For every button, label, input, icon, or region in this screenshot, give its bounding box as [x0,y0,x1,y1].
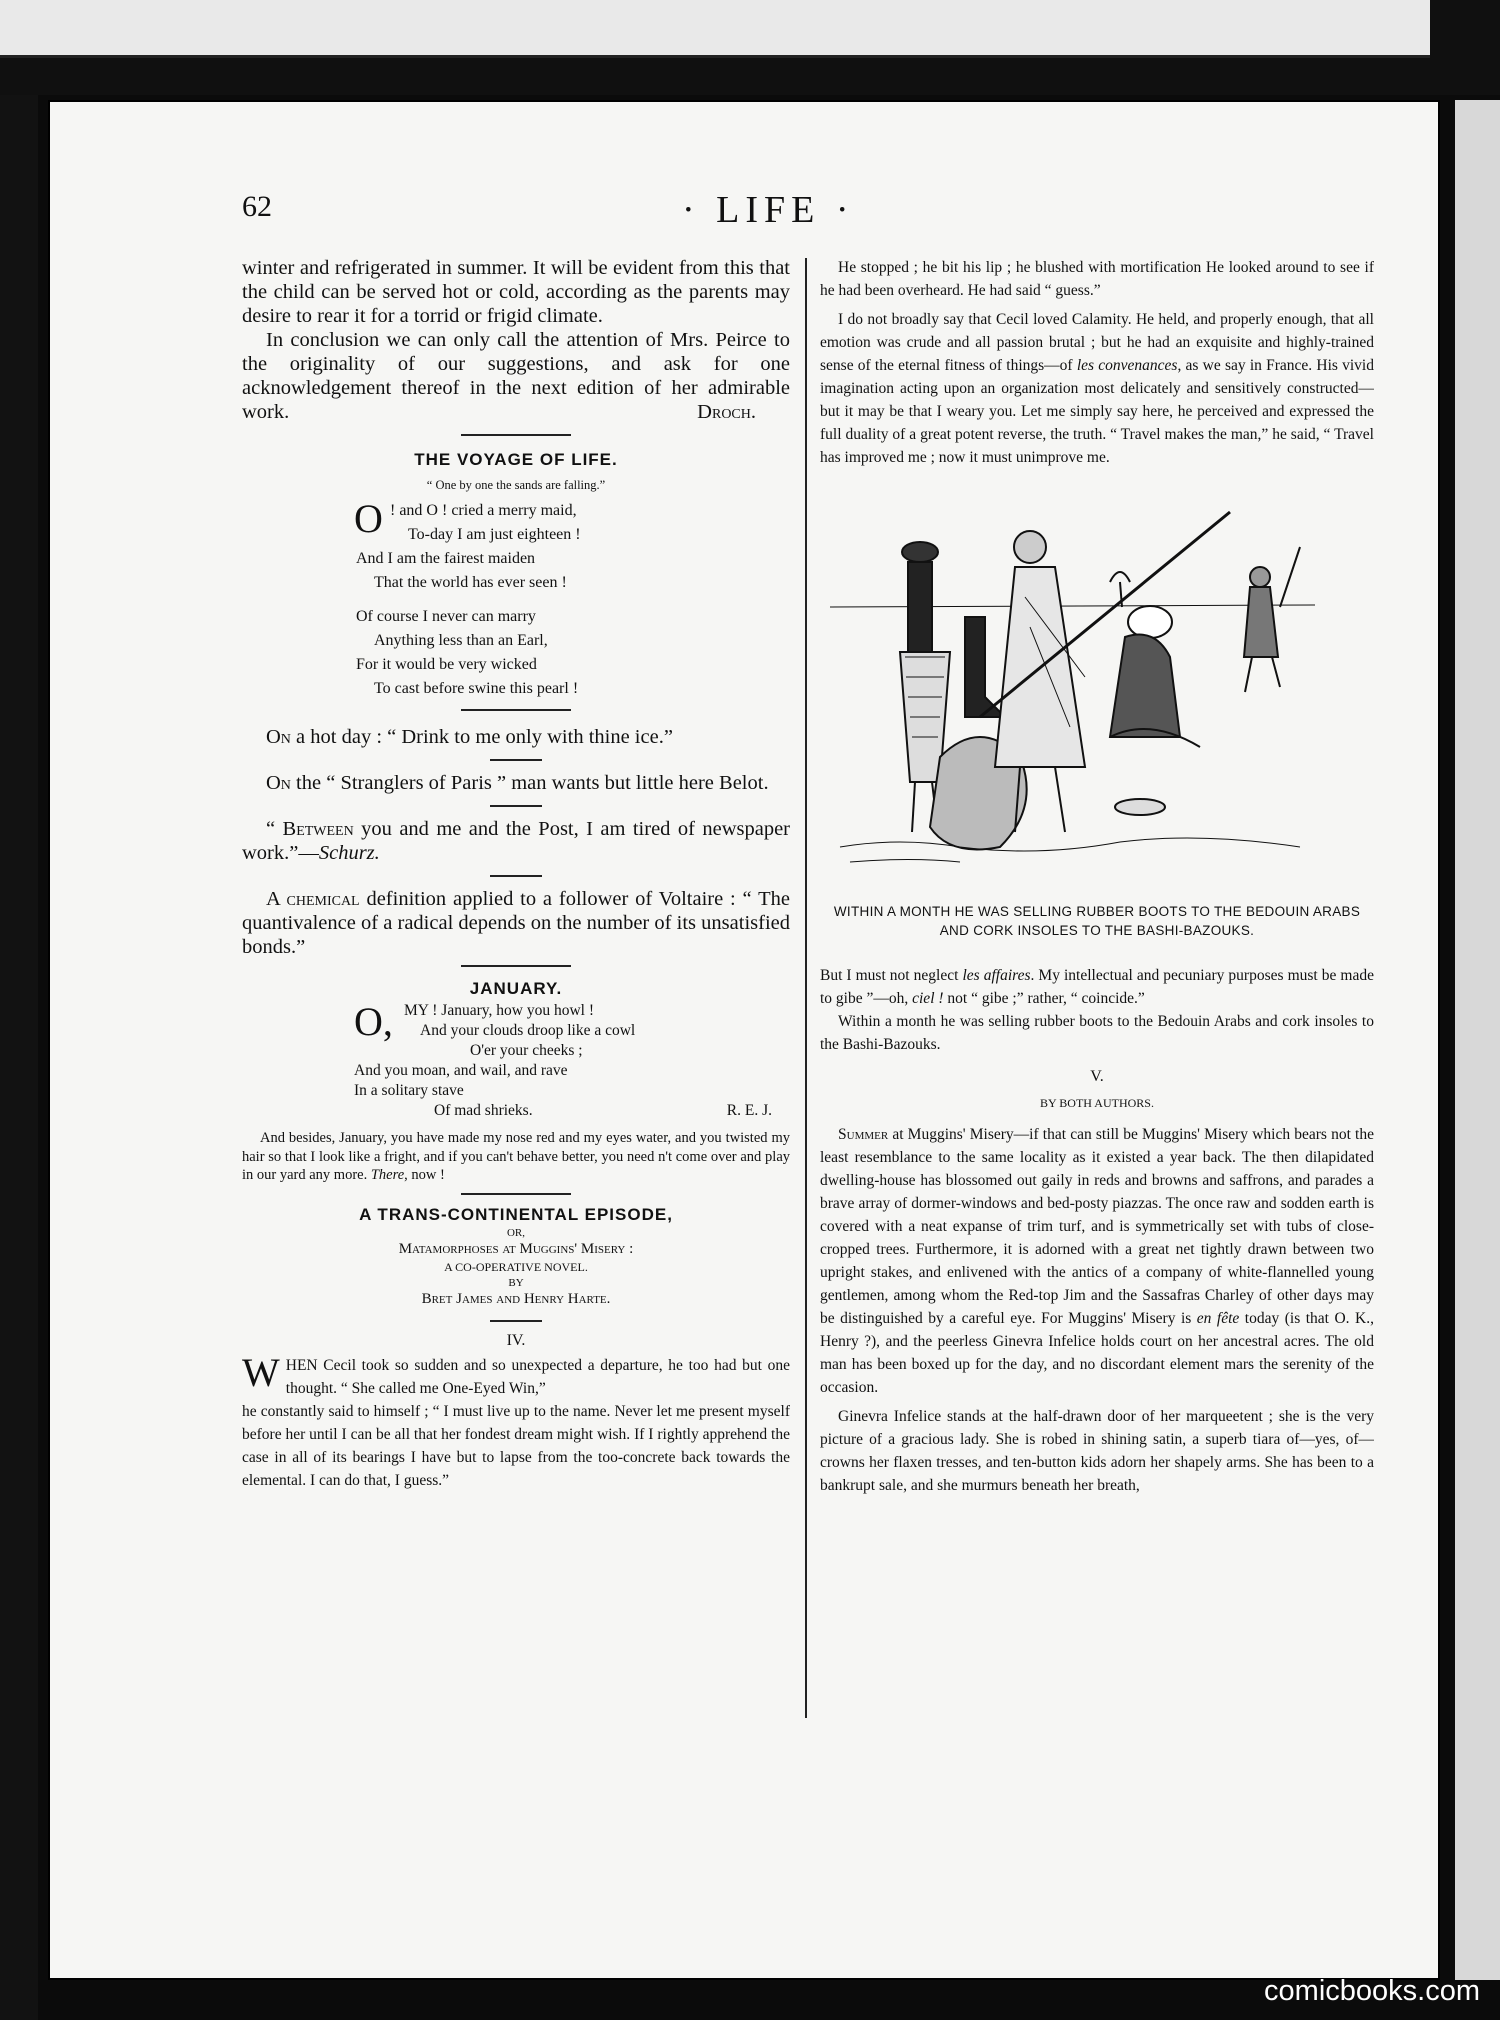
poem-line: And your clouds droop like a cowl [420,1022,636,1039]
column-divider [805,258,807,1718]
illustration-caption: WITHIN A MONTH HE WAS SELLING RUBBER BOOTS TO THE BEDOUIN ARABS AND CORK INSOLES TO THE BASHI-BAZOUKS. [833,904,1361,938]
story-kind: A CO-OPERATIVE NOVEL. [444,1259,588,1274]
page-header [242,190,1372,240]
poem-line: ! and O ! cried a merry maid, [390,502,577,519]
story-by: BY [508,1276,524,1289]
drop-cap: W [242,1349,280,1395]
story-title: A TRANS-CONTINENTAL EPISODE, [359,1204,673,1224]
signature: Droch. [697,401,756,423]
poem-line: In a solitary stave [354,1082,464,1099]
poem-stanza [242,1001,790,1121]
chapter-number: V. [1090,1068,1104,1085]
poem-stanza [242,605,790,701]
story-paragraph: Summer at Muggins' Misery—if that can still be Muggins' Misery which bears not the least resemblance to the same locality as it existed a year back. The then dilapidated dwelling-house has blossomed out gaily in reds and browns and saffrons, and parades a brave array of dormer-windows and bed-posty piazzas. The once raw and sodden earth is covered with a neat expanse of trim turf, and is symmetrically set with tubs of close-cropped trees. Furthermore, it is adorned with a great net tightly drawn between two upright stakes, and enlivened with the antics of a company of white-flannelled young gentlemen, among whom the Red-top Jim and the Sassafras Charley of other days may be distinguished by a careful eye. For Muggins' Misery is en fête today (is that O. K., Henry ?), and the peerless Ginevra Infelice holds court on her ancestral acres. The old man has been boxed up for the day, and no discordant element mars the serenity of the occasion. [820,1126,1374,1396]
previous-page-edge [0,0,1430,58]
drop-cap: O [354,496,383,541]
divider [461,709,571,711]
divider [490,875,542,877]
right-column [820,256,1374,1726]
squib: On a hot day : “ Drink to me only with thine ice.” [266,726,673,748]
illustration-desert-scene [820,487,1320,887]
story-paragraph: WHEN Cecil took so sudden and so unexpected a departure, he too had but one thought. “ She called me One-Eyed Win,” [242,1349,790,1397]
poem-line: O'er your cheeks ; [470,1042,583,1059]
next-page-edge [1455,100,1500,1980]
poem-line: And I am the fairest maiden [356,550,536,567]
poem-line: To cast before swine this pearl ! [374,680,579,697]
poem-line: For it would be very wicked [356,656,537,673]
page-number: 62 [242,190,272,223]
divider [490,805,542,807]
drop-cap: O, [354,999,393,1044]
signature: R. E. J. [726,1102,772,1119]
poem-line: That the world has ever seen ! [374,574,567,591]
story-paragraph: He stopped ; he bit his lip ; he blushed with mortification He looked around to see if he had been overheard. He had said “ guess.” [820,259,1374,299]
poem-line: Of course I never can marry [356,608,536,625]
chapter-byline: BY BOTH AUTHORS. [1040,1096,1154,1110]
story-paragraph: he constantly said to himself ; “ I must live up to the name. Never let me present myself before her until I can be all that her fondest dream might wish. If I rightly apprehend the case in all of its bearings I have but to lapse from the too-concrete back towards the elemental. I can do that, I guess.” [242,1402,790,1489]
divider [490,759,542,761]
story-paragraph: I do not broadly say that Cecil loved Calamity. He held, and properly enough, that all emotion was crude and all passion brutal ; but he had an exquisite and highly-trained sense of the eternal fitness of things—of les convenances, as we say in France. His vivid imagination acting upon an organization most delicately and sensitively constructed—but it may be that I weary you. Let me simply say here, he perceived and expressed the full duality of a great potent reverse, the truth. “ Travel makes the man,” he said, “ Travel has improved me ; now it must unimprove me. [820,311,1374,466]
prose-paragraph: And besides, January, you have made my nose red and my eyes water, and you twisted my hair so that I look like a fright, and if you can't behave better, you need n't come over and play in our yard any more. There, now ! [242,1130,790,1183]
divider [461,965,571,967]
divider [461,434,571,436]
poem-stanza [242,496,790,595]
intro-paragraph: winter and refrigerated in summer. It will be evident from this that the child can be served hot or cold, according as the parents may desire to rear it for a torrid or frigid climate. [242,257,790,327]
scan-left-edge [0,95,38,2020]
divider [461,1193,571,1195]
poem-title: THE VOYAGE OF LIFE. [414,450,618,469]
story-paragraph: Ginevra Infelice stands at the half-drawn door of her marqueetent ; she is the very picture of a gracious lady. She is robed in shining satin, a superb tiara of—yes, of—crowns her flaxen tresses, and ten-button kids adorn her shapely arms. She has been to a bankrupt sale, and she murmurs beneath her breath, [820,1408,1374,1494]
story-paragraph: Within a month he was selling rubber boots to the Bedouin Arabs and cork insoles to the Bashi-Bazouks. [820,1013,1374,1053]
poem-line: To-day I am just eighteen ! [408,526,581,543]
story-paragraph: But I must not neglect les affaires. My intellectual and pecuniary purposes must be made to gibe ”—oh, ciel ! not “ gibe ;” rather, “ coincide.” [820,967,1374,1007]
divider [490,1320,542,1322]
poem-title: JANUARY. [469,979,563,998]
squib: “ Between you and me and the Post, I am tired of newspaper work.”—Schurz. [242,818,790,864]
story-authors: Bret James and Henry Harte. [421,1290,611,1307]
poem-epigraph: “ One by one the sands are falling.” [426,478,606,492]
masthead-title: · LIFE · [682,189,855,231]
squib: A chemical definition applied to a follower of Voltaire : “ The quantivalence of a radical depends on the number of its unsatisfied bonds.” [242,888,790,958]
watermark: comicbooks.com [1264,1975,1480,2007]
squib: On the “ Stranglers of Paris ” man wants but little here Belot. [266,772,769,794]
story-subtitle: Matamorphoses at Muggins' Misery : [398,1240,634,1257]
chapter-number: IV. [506,1331,526,1349]
poem-line: Anything less than an Earl, [374,632,548,649]
poem-line: MY ! January, how you howl ! [404,1002,594,1019]
story-or: OR, [506,1226,526,1239]
intro-paragraph: In conclusion we can only call the attention of Mrs. Peirce to the originality of our suggestions, and ask for one acknowledgement thereof in the next edition of her admirable work. Droch. [242,329,790,423]
left-column [242,256,790,1726]
poem-line: Of mad shrieks. [434,1102,533,1119]
poem-line: And you moan, and wail, and rave [354,1062,568,1079]
